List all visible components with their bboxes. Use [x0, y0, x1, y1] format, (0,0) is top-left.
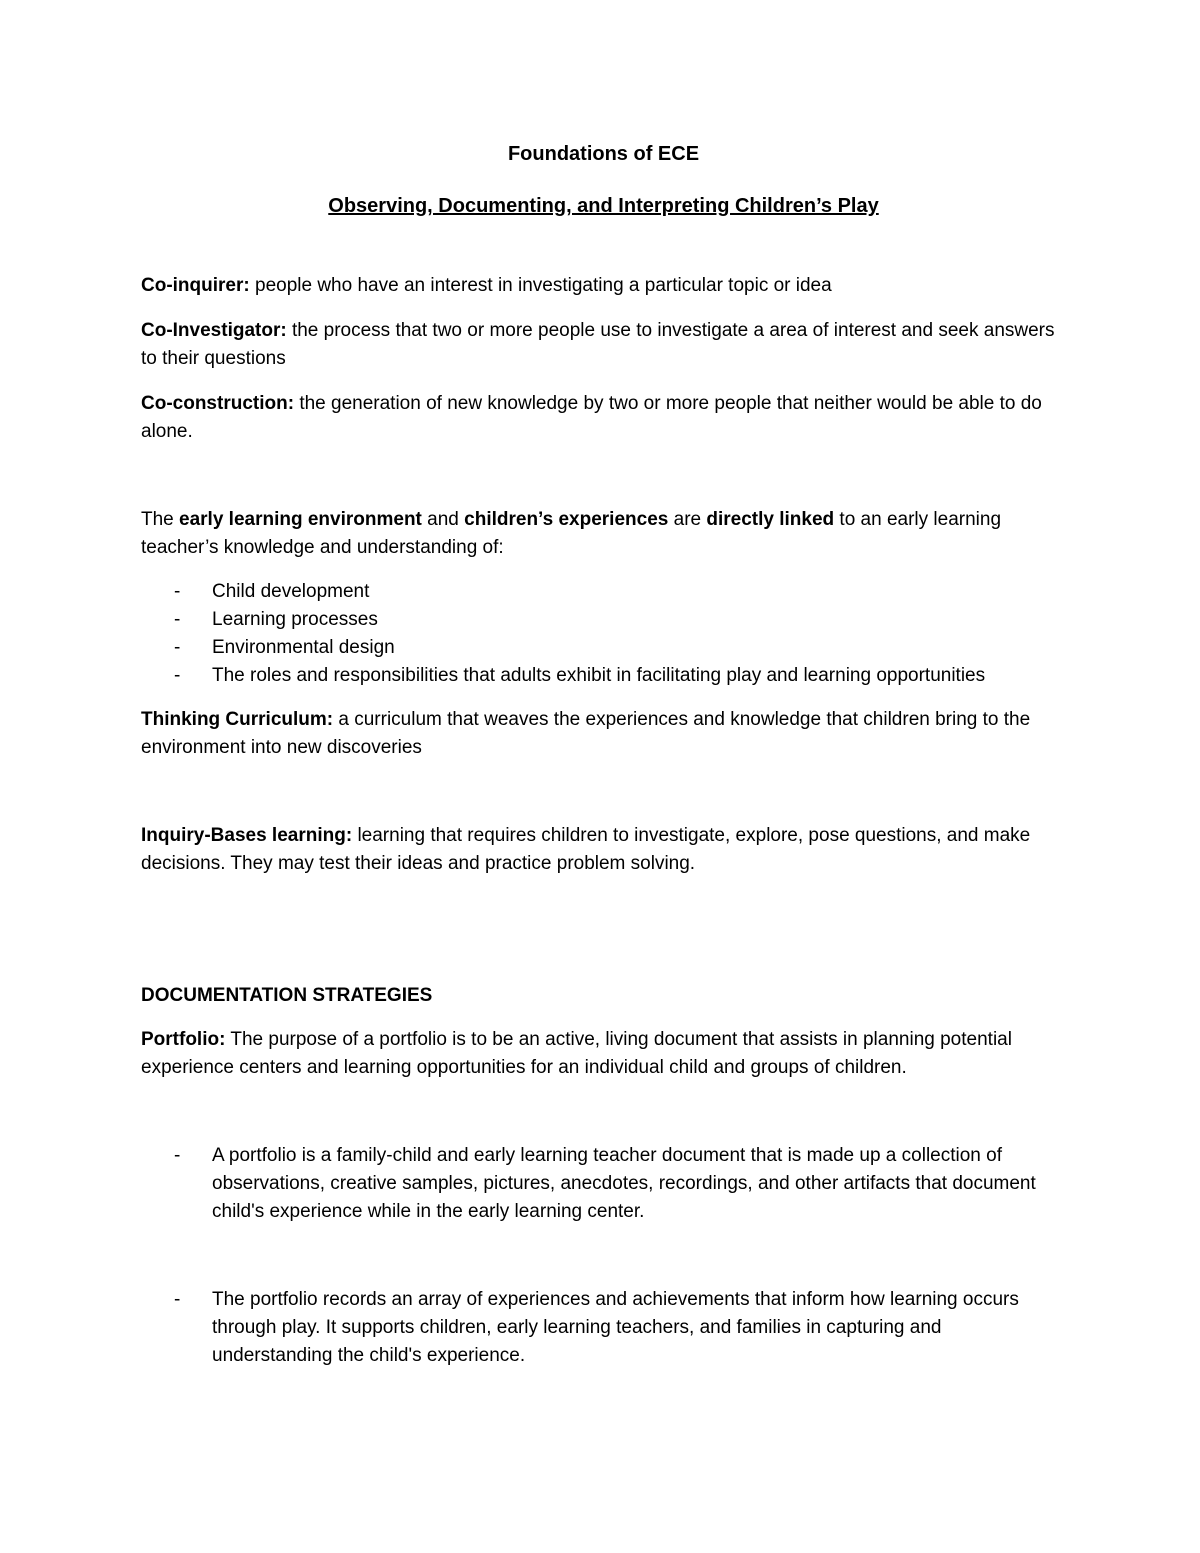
section-heading: DOCUMENTATION STRATEGIES [141, 985, 433, 1006]
dash-bullet: - [174, 1289, 181, 1310]
document-body [141, 140, 1066, 1370]
dash-bullet: - [174, 1145, 181, 1166]
definition-inquiry-learning [141, 822, 1066, 878]
definition-portfolio [141, 1026, 1066, 1082]
definition-term: Thinking Curriculum: [141, 709, 334, 730]
definition-co-construction [141, 390, 1066, 446]
dash-bullet: - [174, 637, 181, 658]
text-run: and [421, 509, 465, 530]
bold-run: directly linked [706, 509, 835, 530]
definition-text: The purpose of a portfolio is to be an active, living document that assists in planning potential experience centers and learning opportunities for an individual child and groups of children. [141, 1029, 1012, 1078]
knowledge-list [141, 578, 1066, 690]
definition-text: a curriculum that weaves the experiences and knowledge that children bring to the environment into new discoveries [141, 709, 1031, 758]
portfolio-list-2 [141, 1286, 1066, 1370]
definition-text: learning that requires children to investigate, explore, pose questions, and make decisions. They may test their ideas and practice problem solving. [141, 825, 1031, 874]
definition-term: Inquiry-Bases learning: [141, 825, 353, 846]
list-item [141, 606, 1066, 634]
definition-text: the generation of new knowledge by two or more people that neither would be able to do alone. [141, 393, 1042, 442]
text-run: to an early learning teacher’s knowledge and understanding of: [141, 509, 1002, 558]
list-item [141, 1286, 1066, 1370]
list-item-text: Learning processes [212, 609, 378, 630]
text-run: The [141, 509, 180, 530]
definition-term: Portfolio: [141, 1029, 226, 1050]
list-item-text: Environmental design [212, 637, 395, 658]
bold-run: children’s experiences [464, 509, 669, 530]
list-item [141, 662, 1066, 690]
portfolio-list [141, 1142, 1066, 1226]
list-item [141, 1142, 1066, 1226]
list-item-text: Child development [212, 581, 370, 602]
bold-run: early learning environment [179, 509, 422, 530]
definition-thinking-curriculum [141, 706, 1066, 762]
list-item-text: The roles and responsibilities that adults exhibit in facilitating play and learning opportunities [212, 665, 986, 686]
definition-co-investigator [141, 317, 1066, 373]
list-item [141, 634, 1066, 662]
list-item-text: The portfolio records an array of experiences and achievements that inform how learning occurs through play. It supports children, early learning teachers, and families in capturing and understanding the child's experience. [212, 1289, 1019, 1366]
document-subtitle: Observing, Documenting, and Interpreting Children’s Play [328, 195, 879, 217]
definition-text: people who have an interest in investigating a particular topic or idea [249, 275, 832, 296]
definition-term: Co-construction: [141, 393, 295, 414]
dash-bullet: - [174, 581, 181, 602]
dash-bullet: - [174, 609, 181, 630]
definition-text: the process that two or more people use to investigate a area of interest and seek answers to their questions [141, 320, 1055, 369]
definition-term: Co-inquirer: [141, 275, 250, 296]
list-item-text: A portfolio is a family-child and early learning teacher document that is made up a collection of observations, creative samples, pictures, anecdotes, recordings, and other artifacts that document child's experience while in the early learning center. [212, 1145, 1036, 1222]
definition-co-inquirer [141, 272, 1066, 300]
text-run: are [668, 509, 707, 530]
environment-paragraph [141, 506, 1066, 562]
definition-term: Co-Investigator: [141, 320, 287, 341]
document-title: Foundations of ECE [507, 143, 700, 165]
list-item [141, 578, 1066, 606]
dash-bullet: - [174, 665, 181, 686]
